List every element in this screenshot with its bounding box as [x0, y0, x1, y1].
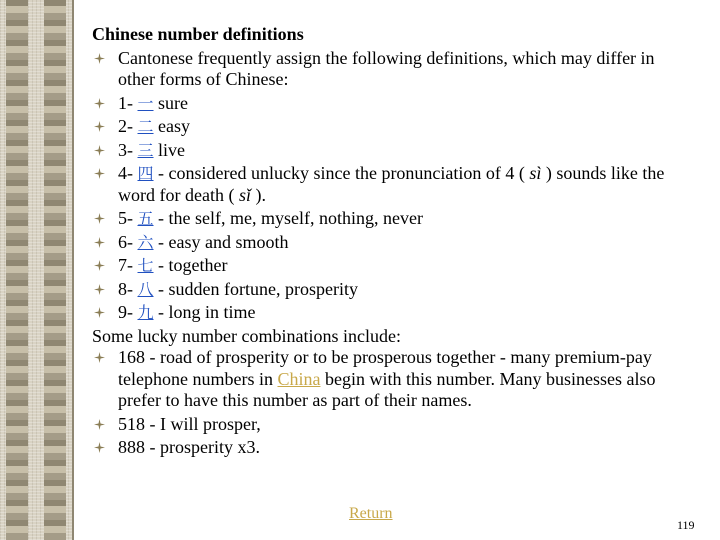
chinese-character-link[interactable]: 四 [137, 164, 154, 183]
bullet-icon [94, 145, 105, 156]
china-link[interactable]: China [277, 368, 321, 389]
combos-heading: Some lucky number combinations include: [92, 325, 401, 346]
slide-content [92, 24, 692, 461]
list-item [92, 279, 692, 301]
bullet-icon [94, 260, 105, 271]
bullet-icon [94, 121, 105, 132]
number-definition: - sudden fortune, prosperity [158, 278, 358, 299]
list-item [92, 163, 692, 206]
list-item [92, 140, 692, 162]
combo-text: begin with this number. Many businesses also prefer to have this number as part of their names. [118, 368, 656, 410]
list-item [92, 116, 692, 138]
border-pattern-left [6, 0, 28, 540]
list-item [92, 208, 692, 230]
number-definition: - together [158, 255, 228, 275]
number-label: 3- [118, 139, 133, 160]
list-item [92, 414, 692, 436]
number-definition: live [158, 139, 186, 160]
page-title: Chinese number definitions [92, 24, 304, 44]
number-definition: sure [158, 92, 189, 113]
bullet-icon [94, 284, 105, 295]
bullet-icon [94, 53, 105, 64]
number-definition: - the self, me, myself, nothing, never [158, 208, 423, 228]
list-item [92, 347, 692, 412]
list-item [92, 437, 692, 459]
number-label: 5- [118, 208, 133, 228]
intro-item [92, 48, 692, 91]
bullet-icon [94, 237, 105, 248]
number-definition: - long in time [158, 302, 256, 322]
number-label: 8- [118, 278, 133, 299]
number-label: 6- [118, 231, 133, 252]
bullet-icon [94, 213, 105, 224]
list-item [92, 232, 692, 254]
border-pattern-right [44, 0, 66, 540]
return-link[interactable]: Return [349, 505, 393, 522]
number-label: 4- [118, 163, 133, 183]
list-item [92, 93, 692, 115]
number-label: 9- [118, 302, 133, 322]
number-definition: ). [255, 184, 266, 205]
chinese-character-link[interactable]: 二 [137, 117, 154, 136]
number-label: 7- [118, 255, 133, 275]
bullet-icon [94, 307, 105, 318]
bullet-icon [94, 419, 105, 430]
chinese-character-link[interactable]: 九 [137, 303, 154, 322]
chinese-character-link[interactable]: 七 [137, 256, 154, 275]
bullet-icon [94, 442, 105, 453]
page-number: 119 [677, 518, 695, 532]
number-definition: - considered unlucky since the pronunciation of 4 ( [158, 163, 525, 183]
combo-text: 168 - road of prosperity or to be prosperous together - many premium-pay telephone numbers in [118, 347, 652, 389]
number-label: 2- [118, 116, 133, 136]
number-definition: easy [158, 116, 190, 136]
chinese-character-link[interactable]: 三 [137, 140, 154, 160]
list-item [92, 302, 692, 324]
bullet-icon [94, 352, 105, 363]
list-item [92, 255, 692, 277]
number-definition: ) sounds like the word for death ( [118, 163, 665, 205]
combo-text: 518 - I will prosper, [118, 413, 261, 434]
chinese-character-link[interactable]: 六 [137, 232, 154, 252]
bullet-icon [94, 168, 105, 179]
pronunciation: sǐ [238, 184, 251, 205]
number-label: 1- [118, 92, 133, 113]
decorative-border [0, 0, 72, 540]
combo-text: 888 - prosperity x3. [118, 437, 260, 457]
chinese-character-link[interactable]: 五 [137, 209, 154, 228]
chinese-character-link[interactable]: 一 [137, 93, 154, 113]
chinese-character-link[interactable]: 八 [137, 279, 154, 299]
number-definition: - easy and smooth [158, 231, 289, 252]
bullet-icon [94, 98, 105, 109]
pronunciation: sì [529, 163, 542, 183]
intro-text: Cantonese frequently assign the following definitions, which may differ in other forms of Chinese: [118, 47, 655, 89]
